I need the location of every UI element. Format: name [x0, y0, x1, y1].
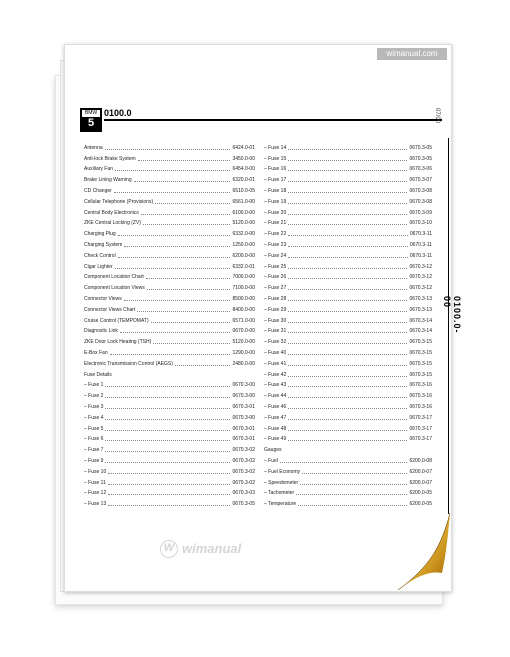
- entry-page-ref: 0670.3-11: [409, 241, 432, 248]
- index-entry: [84, 421, 255, 432]
- entry-page-ref: 8500.0-00: [232, 295, 255, 302]
- index-entry: [84, 464, 255, 475]
- entry-page-ref: 0670.3-14: [409, 317, 432, 324]
- entry-page-ref: 6332.0-01: [232, 263, 255, 270]
- bmw-series-logo: [80, 108, 102, 132]
- index-entry: [84, 345, 255, 356]
- dot-leader: [124, 246, 230, 247]
- entry-page-ref: 0670.3-05: [409, 155, 432, 162]
- index-entry: [84, 280, 255, 291]
- dot-leader: [143, 224, 231, 225]
- dot-leader: [288, 430, 407, 431]
- dot-leader: [288, 192, 407, 193]
- index-entry: [264, 183, 432, 194]
- entry-label: Central Body Electronics: [84, 209, 139, 216]
- watermark-text: wimanual: [182, 541, 242, 556]
- dot-leader: [288, 322, 407, 323]
- entry-page-ref: 0670.3-00: [232, 393, 255, 400]
- dot-leader: [108, 473, 230, 474]
- index-entry: [84, 496, 255, 507]
- index-entry: [264, 410, 432, 421]
- index-entry: [84, 248, 255, 259]
- entry-page-ref: 0670.3-13: [409, 306, 432, 313]
- dot-leader: [288, 278, 407, 279]
- dot-leader: [155, 203, 230, 204]
- index-entry: [84, 432, 255, 443]
- entry-page-ref: 5120.0-00: [232, 339, 255, 346]
- entry-label: Connector Views: [84, 295, 122, 302]
- entry-label: – Fuse 48: [264, 425, 287, 432]
- index-entry: [84, 388, 255, 399]
- index-entry: [264, 194, 432, 205]
- dot-leader: [137, 311, 230, 312]
- dot-leader: [296, 494, 407, 495]
- entry-page-ref: 5120.0-00: [232, 220, 255, 227]
- entry-page-ref: 0670.3-15: [409, 349, 432, 356]
- watermark-w-icon: W: [160, 540, 178, 558]
- entry-page-ref: 6454.0-00: [232, 166, 255, 173]
- index-entry: [84, 151, 255, 162]
- entry-label: – Fuse 41: [264, 360, 287, 367]
- entry-page-ref: 0670.3-02: [232, 479, 255, 486]
- dot-leader: [120, 332, 231, 333]
- entry-label: Diagnostic Link: [84, 328, 118, 335]
- index-entry: [84, 367, 255, 378]
- entry-label: – Fuse 13: [84, 501, 107, 508]
- entry-label: – Fuse 40: [264, 349, 287, 356]
- dot-leader: [105, 408, 230, 409]
- entry-page-ref: 0670.3-17: [409, 425, 432, 432]
- dot-leader: [105, 419, 230, 420]
- entry-label: – Fuse 26: [264, 274, 287, 281]
- index-column-left: [84, 140, 255, 507]
- entry-label: – Fuse 5: [84, 425, 104, 432]
- entry-page-ref: 7000.0-00: [232, 274, 255, 281]
- entry-page-ref: 0670.3-12: [409, 285, 432, 292]
- header-rule: [104, 119, 442, 121]
- entry-page-ref: 0670.3-00: [232, 382, 255, 389]
- dot-leader: [288, 203, 407, 204]
- entry-page-ref: 0670.3-15: [409, 339, 432, 346]
- entry-page-ref: 0670.3-08: [409, 198, 432, 205]
- index-entry: [264, 172, 432, 183]
- index-entry: [84, 194, 255, 205]
- entry-page-ref: 1250.0-00: [232, 241, 255, 248]
- index-entry: [84, 205, 255, 216]
- entry-label: – Fuse 16: [264, 166, 287, 173]
- dot-leader: [288, 246, 408, 247]
- entry-page-ref: 0670.3-08: [409, 187, 432, 194]
- dot-leader: [146, 278, 231, 279]
- dot-leader: [288, 268, 407, 269]
- entry-label: – Fuse 2: [84, 393, 104, 400]
- page-curl-icon: [390, 505, 460, 597]
- dot-leader: [115, 268, 231, 269]
- index-entry: [264, 216, 432, 227]
- dot-leader: [288, 181, 407, 182]
- index-entry: [84, 140, 255, 151]
- dot-leader: [105, 397, 230, 398]
- index-entry: [264, 291, 432, 302]
- dot-leader: [288, 214, 407, 215]
- entry-label: – Fuse 49: [264, 436, 287, 443]
- entry-label: – Fuse 29: [264, 306, 287, 313]
- entry-label: – Fuse 42: [264, 371, 287, 378]
- entry-page-ref: 0670.3-07: [409, 177, 432, 184]
- dot-leader: [280, 462, 408, 463]
- entry-label: – Fuse 6: [84, 436, 104, 443]
- entry-label: Antenna: [84, 144, 103, 151]
- dot-leader: [114, 192, 231, 193]
- entry-page-ref: 6200.0-05: [409, 490, 432, 497]
- dot-leader: [300, 484, 407, 485]
- dot-leader: [105, 386, 230, 387]
- entry-page-ref: 0670.3-03: [232, 490, 255, 497]
- entry-label: – Fuse 28: [264, 295, 287, 302]
- entry-page-ref: 6200.0-00: [232, 252, 255, 259]
- dot-leader: [147, 289, 231, 290]
- entry-label: – Fuse 15: [264, 155, 287, 162]
- entry-label: – Fuse 46: [264, 403, 287, 410]
- index-entry: [264, 388, 432, 399]
- index-entry: [264, 464, 432, 475]
- entry-label: Charging Plug: [84, 231, 116, 238]
- entry-label: – Fuse 20: [264, 209, 287, 216]
- index-entry: [264, 356, 432, 367]
- entry-page-ref: 0670.3-15: [409, 360, 432, 367]
- entry-label: – Temperature: [264, 501, 297, 508]
- entry-label: CD Changer: [84, 187, 112, 194]
- entry-page-ref: 0670.0-00: [232, 328, 255, 335]
- index-entry: [84, 324, 255, 335]
- entry-page-ref: 6320.0-01: [232, 177, 255, 184]
- entry-label: Connector Views Chart: [84, 306, 136, 313]
- entry-label: – Fuse 14: [264, 144, 287, 151]
- entry-label: – Speedometer: [264, 479, 299, 486]
- entry-label: ZKE Door Lock Heating (TSH): [84, 339, 152, 346]
- entry-label: E-Box Fan: [84, 349, 108, 356]
- entry-label: Check Control: [84, 252, 116, 259]
- entry-page-ref: 6571.0-00: [232, 317, 255, 324]
- logo-series-number: 5: [82, 117, 100, 130]
- entry-label: – Fuse 11: [84, 479, 106, 486]
- index-entry: [264, 324, 432, 335]
- index-entry: [84, 399, 255, 410]
- index-entry: [264, 237, 432, 248]
- entry-page-ref: 0670.3-12: [409, 263, 432, 270]
- entry-label: Anti-lock Brake System: [84, 155, 136, 162]
- entry-page-ref: 0670.3-16: [409, 382, 432, 389]
- index-entry: [84, 334, 255, 345]
- entry-page-ref: 0670.3-17: [409, 436, 432, 443]
- dot-leader: [110, 354, 231, 355]
- entry-page-ref: 0670.3-01: [232, 425, 255, 432]
- entry-page-ref: 8400.0-00: [232, 306, 255, 313]
- dot-leader: [151, 322, 231, 323]
- index-entry: [84, 302, 255, 313]
- entry-label: – Fuse 17: [264, 177, 287, 184]
- entry-label: – Fuse 18: [264, 187, 287, 194]
- entry-label: – Fuse 47: [264, 414, 287, 421]
- entry-label: – Fuse 12: [84, 490, 107, 497]
- index-entry: [84, 259, 255, 270]
- entry-label: – Fuse 9: [84, 457, 104, 464]
- entry-page-ref: 6200.0-05: [409, 501, 432, 508]
- dot-leader: [108, 494, 230, 495]
- entry-label: Cellular Telephone (Provisions): [84, 198, 154, 205]
- index-entry: [84, 172, 255, 183]
- index-entry: [84, 442, 255, 453]
- entry-page-ref: 0670.3-17: [409, 414, 432, 421]
- dot-leader: [138, 160, 231, 161]
- entry-page-ref: 0670.3-11: [409, 252, 432, 259]
- entry-label: Component Location Views: [84, 285, 145, 292]
- dot-leader: [288, 149, 407, 150]
- entry-label: – Fuse 25: [264, 263, 287, 270]
- dot-leader: [288, 289, 407, 290]
- index-entry: [264, 151, 432, 162]
- index-entry: [264, 475, 432, 486]
- entry-page-ref: 0670.3-13: [409, 295, 432, 302]
- index-column-right: [264, 140, 432, 507]
- entry-label: – Fuse 32: [264, 339, 287, 346]
- entry-label: – Fuse 4: [84, 414, 104, 421]
- entry-label: Cigar Lighter: [84, 263, 113, 270]
- dot-leader: [288, 365, 407, 366]
- entry-page-ref: 0670.3-12: [409, 274, 432, 281]
- entry-page-ref: 0670.3-10: [409, 220, 432, 227]
- dot-leader: [105, 440, 230, 441]
- entry-page-ref: 6332.0-00: [232, 231, 255, 238]
- entry-label: – Fuse 19: [264, 198, 287, 205]
- entry-label: – Fuse 30: [264, 317, 287, 324]
- index-entry: [84, 162, 255, 173]
- entry-page-ref: 0670.3-02: [232, 457, 255, 464]
- dot-leader: [105, 430, 230, 431]
- side-date: 07/00: [434, 108, 440, 124]
- index-entry: [84, 453, 255, 464]
- dot-leader: [105, 451, 230, 452]
- entry-label: Electronic Transmission Control (AEGS): [84, 360, 173, 367]
- dot-leader: [288, 419, 407, 420]
- entry-label: – Fuse 24: [264, 252, 287, 259]
- dot-leader: [288, 440, 407, 441]
- dot-leader: [153, 343, 230, 344]
- dot-leader: [288, 343, 407, 344]
- index-entry: [264, 334, 432, 345]
- entry-page-ref: 0670.3-15: [409, 371, 432, 378]
- index-entry: [264, 378, 432, 389]
- entry-page-ref: 0670.3-11: [409, 231, 432, 238]
- dot-leader: [118, 235, 231, 236]
- index-entry: [264, 259, 432, 270]
- entry-page-ref: 0670.3-05: [232, 501, 255, 508]
- index-entry: [264, 345, 432, 356]
- entry-label: – Fuse 7: [84, 447, 104, 454]
- entry-label: – Fuse 23: [264, 241, 287, 248]
- entry-label: – Fuse 43: [264, 382, 287, 389]
- index-entry: [264, 453, 432, 464]
- entry-label: Charging System: [84, 241, 123, 248]
- index-entry: [84, 270, 255, 281]
- entry-page-ref: 7100.0-00: [232, 285, 255, 292]
- entry-page-ref: 0670.3-02: [232, 468, 255, 475]
- side-section-code: 0100.0-00: [442, 296, 462, 334]
- entry-page-ref: 0670.3-06: [409, 166, 432, 173]
- index-entry: [84, 291, 255, 302]
- entry-label: – Fuse 3: [84, 403, 104, 410]
- entry-label: – Fuse 27: [264, 285, 287, 292]
- dot-leader: [108, 505, 230, 506]
- entry-page-ref: 0670.3-16: [409, 393, 432, 400]
- index-entry: [264, 205, 432, 216]
- dot-leader: [105, 149, 231, 150]
- index-entry: [84, 475, 255, 486]
- dot-leader: [288, 224, 407, 225]
- entry-page-ref: 0670.3-16: [409, 403, 432, 410]
- dot-leader: [115, 170, 231, 171]
- dot-leader: [118, 257, 231, 258]
- dot-leader: [288, 257, 408, 258]
- entry-label: Cruise Control (TEMPOMAT): [84, 317, 149, 324]
- dot-leader: [288, 397, 407, 398]
- index-entry: [84, 313, 255, 324]
- entry-page-ref: 6200.0-07: [409, 479, 432, 486]
- entry-label: Fuse Details: [84, 371, 112, 378]
- index-entry: [264, 367, 432, 378]
- entry-label: – Fuel: [264, 457, 278, 464]
- entry-label: – Fuse 21: [264, 220, 287, 227]
- entry-page-ref: 2480.0-00: [232, 360, 255, 367]
- entry-label: Brake Lining Warning: [84, 177, 132, 184]
- index-entry: [264, 248, 432, 259]
- dot-leader: [141, 214, 231, 215]
- entry-label: – Fuel Economy: [264, 468, 301, 475]
- entry-label: – Fuse 31: [264, 328, 287, 335]
- index-entry: [264, 432, 432, 443]
- index-entry: [84, 486, 255, 497]
- index-entry: [84, 410, 255, 421]
- dot-leader: [175, 365, 231, 366]
- dot-leader: [288, 311, 407, 312]
- dot-leader: [134, 181, 231, 182]
- index-entry: [264, 313, 432, 324]
- dot-leader: [288, 170, 407, 171]
- logo-brand: BMW: [84, 110, 98, 116]
- dot-leader: [288, 300, 407, 301]
- dot-leader: [288, 386, 407, 387]
- entry-page-ref: 0670.3-14: [409, 328, 432, 335]
- entry-page-ref: 3450.0-00: [232, 155, 255, 162]
- index-entry: [84, 216, 255, 227]
- site-watermark: wimanual.com: [377, 48, 447, 60]
- dot-leader: [288, 354, 407, 355]
- index-entry: [84, 356, 255, 367]
- entry-page-ref: 1290.0-00: [232, 349, 255, 356]
- entry-page-ref: 6424.0-01: [232, 144, 255, 151]
- entry-label: – Fuse 22: [264, 231, 287, 238]
- entry-label: Auxiliary Fan: [84, 166, 113, 173]
- entry-label: ZKE Central Locking (ZV): [84, 220, 141, 227]
- entry-page-ref: 0670.3-01: [232, 403, 255, 410]
- index-entry: [264, 140, 432, 151]
- entry-page-ref: 6510.0-05: [232, 187, 255, 194]
- index-entry: [84, 226, 255, 237]
- index-entry: [264, 226, 432, 237]
- dot-leader: [288, 160, 407, 161]
- entry-page-ref: 6100.0-00: [232, 209, 255, 216]
- entry-page-ref: 6561.0-00: [232, 198, 255, 205]
- index-entry: [264, 399, 432, 410]
- entry-page-ref: 6200.0-08: [409, 457, 432, 464]
- entry-label: – Tachometer: [264, 490, 295, 497]
- entry-label: Component Location Chart: [84, 274, 144, 281]
- dot-leader: [288, 408, 407, 409]
- index-entry: [84, 237, 255, 248]
- entry-label: – Fuse 10: [84, 468, 107, 475]
- entry-label: – Fuse 44: [264, 393, 287, 400]
- dot-leader: [288, 376, 407, 377]
- entry-page-ref: 0670.3-00: [232, 414, 255, 421]
- index-entry: [264, 302, 432, 313]
- entry-page-ref: 0670.3-01: [232, 436, 255, 443]
- entry-label: – Fuse 1: [84, 382, 104, 389]
- entry-label: Gauges: [264, 447, 282, 454]
- entry-page-ref: 6200.0-07: [409, 468, 432, 475]
- dot-leader: [124, 300, 231, 301]
- index-entry: [264, 162, 432, 173]
- entry-page-ref: 0670.3-05: [409, 144, 432, 151]
- index-entry: [264, 486, 432, 497]
- index-entry: [84, 378, 255, 389]
- index-entry: [264, 280, 432, 291]
- entry-page-ref: 0670.3-09: [409, 209, 432, 216]
- index-entry: [264, 442, 432, 453]
- index-entry: [264, 421, 432, 432]
- section-title: 0100.0: [104, 108, 132, 118]
- wimanual-watermark: [160, 540, 270, 558]
- index-entry: [84, 183, 255, 194]
- dot-leader: [108, 484, 231, 485]
- dot-leader: [288, 332, 407, 333]
- index-entry: [264, 270, 432, 281]
- dot-leader: [302, 473, 407, 474]
- dot-leader: [105, 462, 230, 463]
- entry-page-ref: 0670.3-02: [232, 447, 255, 454]
- dot-leader: [288, 235, 408, 236]
